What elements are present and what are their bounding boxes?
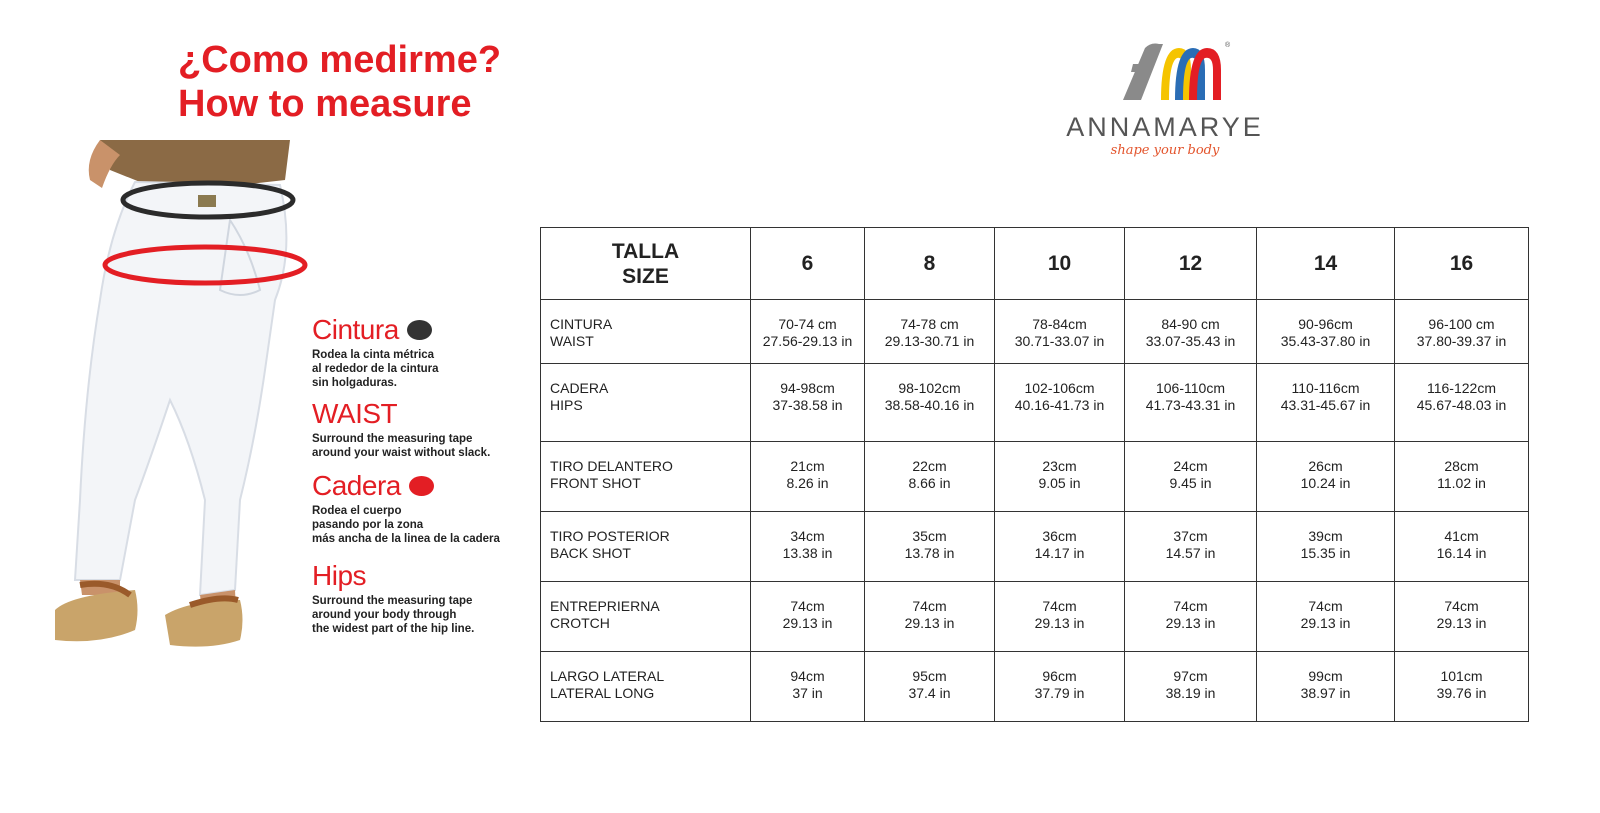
- header-size-label: TALLA SIZE: [541, 228, 751, 300]
- header-size: 8: [865, 228, 995, 300]
- cell-cm-value: 96-100 cm: [1428, 316, 1495, 332]
- cell-inch-value: 37.79 in: [1034, 685, 1085, 701]
- cell-inch-value: 37 in: [792, 685, 823, 701]
- table-cell: [751, 442, 865, 512]
- row-label-line: LATERAL LONG: [550, 685, 655, 701]
- cell-cm-value: 95cm: [912, 668, 947, 684]
- table-cell: [1125, 512, 1257, 582]
- table-cell: [1257, 300, 1395, 364]
- table-row: [541, 512, 1529, 582]
- table-cell: [995, 300, 1125, 364]
- cell-inch-value: 38.19 in: [1165, 685, 1216, 701]
- registered-mark: ®: [1225, 42, 1231, 49]
- cell-cm-value: 34cm: [790, 528, 825, 544]
- cell-inch-value: 29.13 in: [1436, 615, 1487, 631]
- table-cell: [751, 364, 865, 442]
- cell-inch-value: 13.38 in: [782, 545, 833, 561]
- table-cell: [995, 364, 1125, 442]
- cell-inch-value: 45.67-48.03 in: [1416, 397, 1507, 413]
- cell-cm-value: 21cm: [790, 458, 825, 474]
- table-cell: [865, 512, 995, 582]
- row-label-line: ENTREPRIERNA: [550, 598, 660, 614]
- table-cell: [1125, 300, 1257, 364]
- waist-dot-icon: [407, 320, 432, 340]
- cell-cm-value: 74cm: [790, 598, 825, 614]
- cell-cm-value: 74cm: [1444, 598, 1479, 614]
- row-label: [541, 364, 751, 442]
- cell-cm-value: 84-90 cm: [1161, 316, 1220, 332]
- row-label-line: TIRO DELANTERO: [550, 458, 673, 474]
- cell-cm-value: 97cm: [1173, 668, 1208, 684]
- cell-cm-value: 106-110cm: [1155, 380, 1225, 396]
- table-cell: [751, 652, 865, 722]
- table-body: [541, 300, 1529, 722]
- legend-waist-title-en: WAIST: [312, 398, 398, 429]
- cell-inch-value: 16.14 in: [1436, 545, 1487, 561]
- brand-logo: [1055, 40, 1275, 170]
- legend-waist-text-en: Surround the measuring tape around your waist without slack.: [312, 433, 491, 459]
- cell-inch-value: 8.26 in: [786, 475, 829, 491]
- cell-inch-value: 27.56-29.13 in: [762, 333, 853, 349]
- legend-hips-spanish: [312, 470, 532, 546]
- header-size: 14: [1257, 228, 1395, 300]
- cell-inch-value: 15.35 in: [1300, 545, 1351, 561]
- legend-hips-title-en: Hips: [312, 560, 367, 591]
- table-cell: [1395, 582, 1529, 652]
- table-cell: [865, 652, 995, 722]
- cell-cm-value: 26cm: [1308, 458, 1343, 474]
- table-cell: [1257, 442, 1395, 512]
- row-label-line: BACK SHOT: [550, 545, 631, 561]
- cell-inch-value: 38.97 in: [1300, 685, 1351, 701]
- cell-inch-value: 11.02 in: [1437, 475, 1486, 491]
- cell-cm-value: 102-106cm: [1024, 380, 1095, 396]
- cell-cm-value: 101cm: [1440, 668, 1483, 684]
- table-row: [541, 582, 1529, 652]
- cell-inch-value: 43.31-45.67 in: [1280, 397, 1371, 413]
- cell-cm-value: 94-98cm: [780, 380, 835, 396]
- table-cell: [1395, 442, 1529, 512]
- brand-tagline: shape your body: [1110, 143, 1220, 158]
- legend-hips-text-es: Rodea el cuerpo pasando por la zona más ancha de la linea de la cadera: [312, 505, 500, 545]
- table-cell: [865, 582, 995, 652]
- table-cell: [1395, 364, 1529, 442]
- row-label-line: CADERA: [550, 380, 609, 396]
- table-header-row: [541, 228, 1529, 300]
- title-english: How to measure: [178, 83, 472, 125]
- hips-dot-icon: [409, 476, 434, 496]
- row-label-line: WAIST: [550, 333, 594, 349]
- row-label: [541, 442, 751, 512]
- table-row: [541, 442, 1529, 512]
- table-cell: [995, 442, 1125, 512]
- page-title: [178, 38, 501, 126]
- cell-cm-value: 37cm: [1173, 528, 1208, 544]
- table-cell: [995, 652, 1125, 722]
- cell-inch-value: 35.43-37.80 in: [1280, 333, 1371, 349]
- legend-waist-text-es: Rodea la cinta métrica al rededor de la cintura sin holgaduras.: [312, 349, 439, 389]
- cell-cm-value: 94cm: [790, 668, 825, 684]
- row-label: [541, 652, 751, 722]
- cell-cm-value: 36cm: [1042, 528, 1077, 544]
- cell-inch-value: 39.76 in: [1436, 685, 1487, 701]
- table-cell: [1125, 442, 1257, 512]
- table-cell: [1257, 652, 1395, 722]
- cell-inch-value: 9.45 in: [1169, 475, 1212, 491]
- cell-inch-value: 8.66 in: [908, 475, 951, 491]
- row-label-line: HIPS: [550, 397, 583, 413]
- table-row: [541, 300, 1529, 364]
- legend-hips-title-es: Cadera: [312, 470, 401, 501]
- cell-cm-value: 23cm: [1042, 458, 1077, 474]
- legend-hips-text-en: Surround the measuring tape around your body through the widest part of the hip line.: [312, 595, 475, 635]
- table-cell: [865, 364, 995, 442]
- row-label: [541, 582, 751, 652]
- cell-inch-value: 41.73-43.31 in: [1145, 397, 1236, 413]
- cell-inch-value: 37.80-39.37 in: [1416, 333, 1507, 349]
- cell-cm-value: 74cm: [1173, 598, 1208, 614]
- model-figure-illustration: [40, 140, 330, 680]
- table-cell: [1257, 512, 1395, 582]
- row-label: [541, 300, 751, 364]
- cell-cm-value: 35cm: [912, 528, 947, 544]
- cell-inch-value: 30.71-33.07 in: [1014, 333, 1105, 349]
- table-cell: [1395, 300, 1529, 364]
- cell-inch-value: 29.13 in: [1300, 615, 1351, 631]
- cell-cm-value: 99cm: [1308, 668, 1343, 684]
- legend-waist-spanish: [312, 314, 532, 390]
- header-size: 10: [995, 228, 1125, 300]
- legend-waist-title-es: Cintura: [312, 314, 399, 345]
- header-size: 12: [1125, 228, 1257, 300]
- brand-name: ANNAMARYE: [1066, 112, 1264, 142]
- cell-inch-value: 29.13 in: [782, 615, 833, 631]
- cell-inch-value: 9.05 in: [1038, 475, 1081, 491]
- table-cell: [1257, 364, 1395, 442]
- cell-cm-value: 74cm: [912, 598, 947, 614]
- cell-inch-value: 33.07-35.43 in: [1145, 333, 1236, 349]
- row-label-line: FRONT SHOT: [550, 475, 641, 491]
- cell-inch-value: 14.17 in: [1034, 545, 1085, 561]
- table-row: [541, 364, 1529, 442]
- legend-hips-english: [312, 560, 532, 636]
- cell-cm-value: 28cm: [1444, 458, 1479, 474]
- cell-inch-value: 14.57 in: [1165, 545, 1216, 561]
- cell-cm-value: 74cm: [1308, 598, 1343, 614]
- cell-cm-value: 39cm: [1308, 528, 1343, 544]
- title-spanish: ¿Como medirme?: [178, 39, 502, 81]
- row-label-line: CINTURA: [550, 316, 613, 332]
- row-label: [541, 512, 751, 582]
- header-size: 16: [1395, 228, 1529, 300]
- table-row: [541, 652, 1529, 722]
- row-label-line: CROTCH: [550, 615, 610, 631]
- row-label-line: TIRO POSTERIOR: [550, 528, 670, 544]
- cell-cm-value: 24cm: [1173, 458, 1208, 474]
- table-cell: [1125, 582, 1257, 652]
- table-cell: [751, 512, 865, 582]
- cell-cm-value: 74cm: [1042, 598, 1077, 614]
- table-cell: [1125, 364, 1257, 442]
- cell-cm-value: 96cm: [1042, 668, 1077, 684]
- legend-waist-english: [312, 398, 532, 460]
- cell-cm-value: 22cm: [912, 458, 947, 474]
- cell-inch-value: 40.16-41.73 in: [1014, 397, 1105, 413]
- cell-inch-value: 10.24 in: [1300, 475, 1351, 491]
- table-cell: [1395, 512, 1529, 582]
- cell-cm-value: 98-102cm: [898, 380, 961, 396]
- table-cell: [865, 300, 995, 364]
- brand-mark-icon: [1105, 40, 1225, 102]
- cell-cm-value: 90-96cm: [1298, 316, 1353, 332]
- row-label-line: LARGO LATERAL: [550, 668, 665, 684]
- table-cell: [751, 582, 865, 652]
- table-cell: [995, 582, 1125, 652]
- table-cell: [865, 442, 995, 512]
- cell-cm-value: 74-78 cm: [900, 316, 959, 332]
- cell-inch-value: 37-38.58 in: [772, 397, 843, 413]
- cell-inch-value: 38.58-40.16 in: [884, 397, 975, 413]
- table-cell: [1257, 582, 1395, 652]
- cell-inch-value: 29.13 in: [1165, 615, 1216, 631]
- cell-cm-value: 116-122cm: [1426, 380, 1496, 396]
- table-cell: [1125, 652, 1257, 722]
- cell-cm-value: 70-74 cm: [778, 316, 837, 332]
- size-chart-table: [540, 227, 1529, 722]
- header-size: 6: [751, 228, 865, 300]
- cell-inch-value: 37.4 in: [908, 685, 951, 701]
- cell-cm-value: 110-116cm: [1291, 380, 1360, 396]
- table-cell: [1395, 652, 1529, 722]
- cell-inch-value: 29.13 in: [904, 615, 955, 631]
- cell-inch-value: 29.13-30.71 in: [884, 333, 975, 349]
- cell-cm-value: 78-84cm: [1032, 316, 1087, 332]
- table-cell: [995, 512, 1125, 582]
- cell-cm-value: 41cm: [1444, 528, 1479, 544]
- cell-inch-value: 29.13 in: [1034, 615, 1085, 631]
- cell-inch-value: 13.78 in: [904, 545, 955, 561]
- model-figure-svg: [40, 140, 330, 680]
- table-cell: [751, 300, 865, 364]
